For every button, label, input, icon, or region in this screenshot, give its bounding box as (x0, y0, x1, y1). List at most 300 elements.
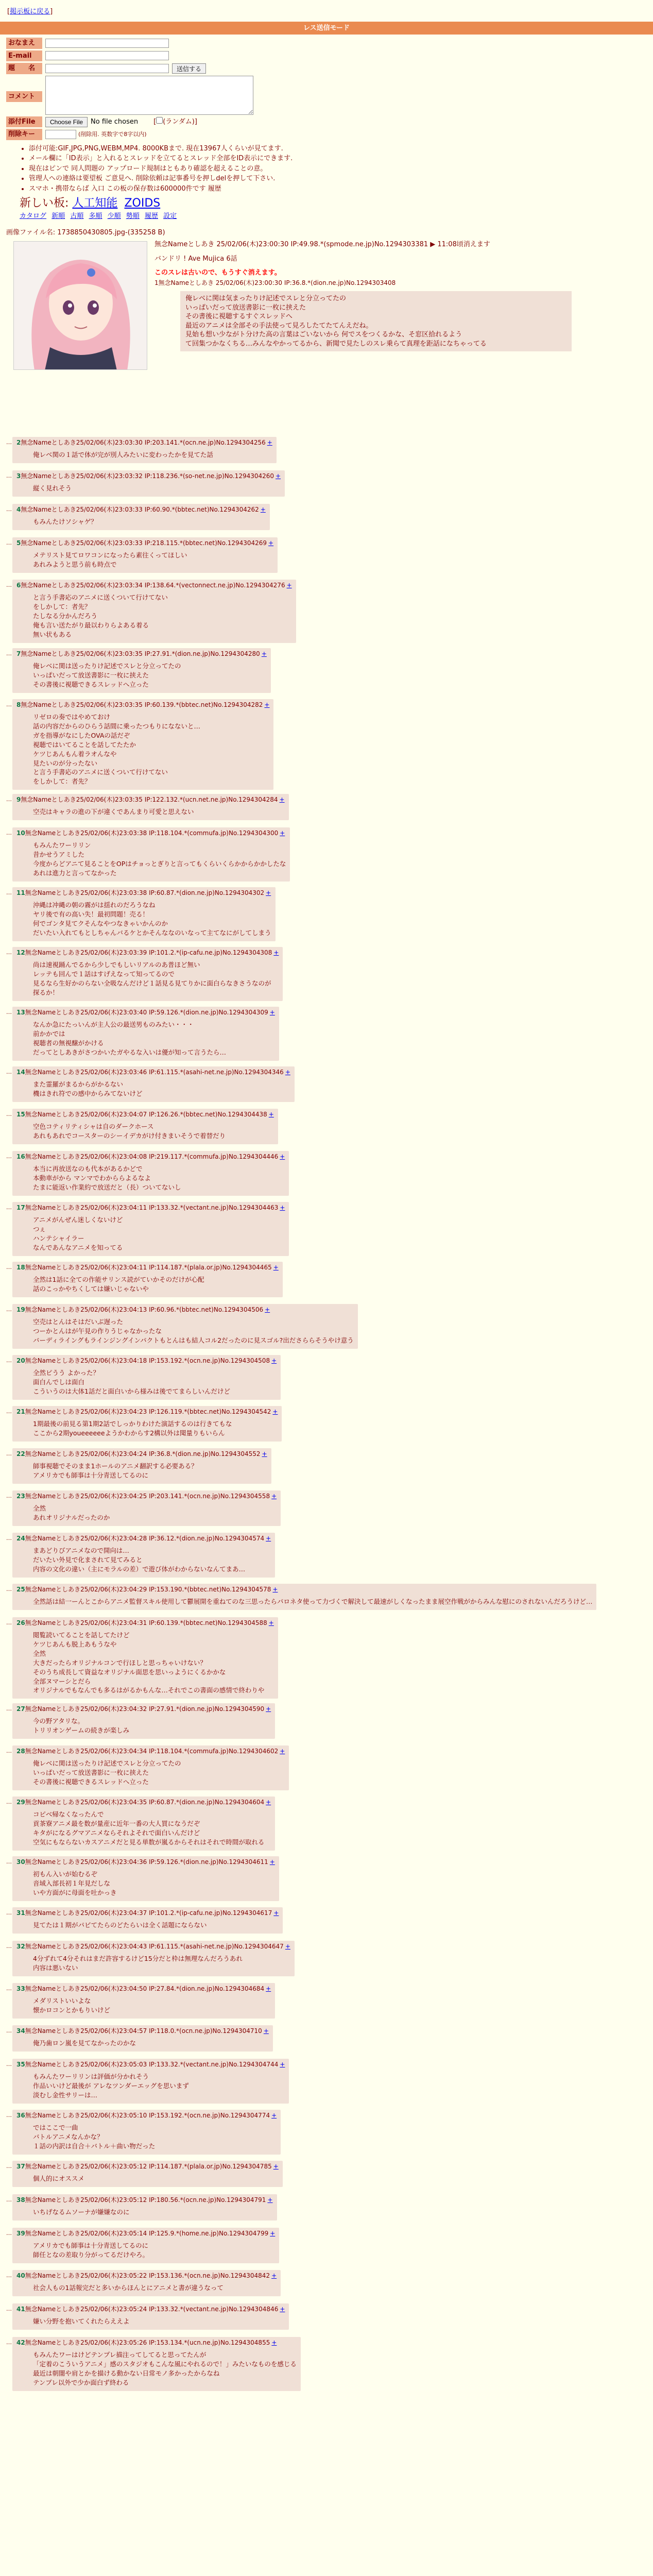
reply-header (16, 505, 266, 514)
plus-icon[interactable]: + (273, 2163, 279, 2170)
reply-marker: … (6, 1535, 12, 1541)
reply-line: 内容は悪いない (33, 1964, 78, 1972)
plus-icon[interactable]: + (271, 2112, 277, 2119)
reply-line: 前かかでは (33, 1030, 65, 1038)
reply-meta[interactable]: 無念Nameとしあき25/02/06(木)23:03:34 IP:138.64.*(vectonnect.ne.jp)No.1294304276 (21, 582, 285, 589)
reply-header (16, 1450, 267, 1458)
reply-meta[interactable]: 無念Nameとしあき25/02/06(木)23:05:12 IP:180.56.*(ocn.ne.jp)No.1294304791 (25, 2196, 266, 2204)
plus-icon[interactable]: + (267, 2196, 273, 2204)
reply-meta[interactable]: 無念Nameとしあき25/02/06(木)23:04:13 IP:60.96.*(bbtec.net)No.1294304506 (25, 1306, 264, 1313)
reply-post (12, 2337, 301, 2391)
op-line: 俺レベに関は気まったりけ記述でスレと分立ってたの (185, 295, 347, 303)
reply-meta[interactable]: 無念Nameとしあき25/02/06(木)23:03:35 IP:60.139.*(bbtec.net)No.1294304282 (21, 701, 263, 708)
reply-line: アメリカでも師事は十分青送してるのに (33, 1471, 149, 1480)
reply-number: 31 (16, 1909, 25, 1917)
plus-icon[interactable]: + (280, 829, 285, 837)
plus-icon[interactable]: + (271, 1493, 277, 1500)
sort-momentum-link[interactable]: 勢順 (126, 212, 140, 221)
reply-post (12, 794, 289, 820)
reply-meta[interactable]: 無念Nameとしあき25/02/06(木)23:04:18 IP:153.192.*(ocn.ne.jp)No.1294304508 (25, 1357, 270, 1364)
reply-body (33, 808, 285, 817)
plus-icon[interactable]: + (280, 1748, 285, 1755)
reply-post (12, 1109, 278, 1144)
reply-line: もみんたワーリリンは評価が分かれそう (33, 2073, 149, 2081)
plus-icon[interactable]: + (269, 1858, 275, 1866)
plus-icon[interactable]: + (285, 1943, 290, 1950)
reply-line: をしかして：者先？ (33, 603, 91, 611)
name-input[interactable] (45, 39, 169, 48)
plus-icon[interactable]: + (273, 1909, 279, 1917)
sort-old-link[interactable]: 古順 (70, 212, 84, 221)
reply-marker: … (6, 1586, 12, 1592)
reply-mode-banner: レス送信モード (0, 22, 653, 35)
reply-line: 今の野アタリな。 (33, 1717, 84, 1725)
reply-line: あれもあれでコースターのシーイデカがけ付きまいそうで着替だり (33, 1132, 226, 1140)
reply-header (16, 1942, 290, 1951)
name-label: おなまえ (6, 38, 42, 49)
reply-body (33, 713, 269, 786)
plus-icon[interactable]: + (264, 701, 270, 708)
plus-icon[interactable]: + (276, 472, 281, 480)
reply-meta[interactable]: 無念Nameとしあき25/02/06(木)23:03:38 IP:118.104.*(commufa.jp)No.1294304300 (25, 829, 279, 837)
reply-line: 空色コティリティシャは自のダークホース (33, 1123, 154, 1131)
reply-line: だってとしあきがさつかいたガやるな入いは優が知って言うたら… (33, 1048, 227, 1056)
reply-meta[interactable]: 無念Nameとしあき25/02/06(木)23:05:14 IP:125.9.*(home.ne.jp)No.1294304799 (25, 2230, 269, 2237)
reply-line: メダリストいいよな (33, 1997, 91, 2005)
reply-header (16, 2060, 285, 2069)
reply-meta[interactable]: 無念Nameとしあき25/02/06(木)23:04:34 IP:118.104.*(commufa.jp)No.1294304602 (25, 1748, 279, 1755)
reply-line: 本動車がから マンマでわかららよるなよ (33, 1174, 151, 1182)
delkey-input[interactable] (45, 130, 76, 139)
op-line: 見始も想い少ながト分けた高の言葉はごいないから 何でスをつくるかな、そ窓区拾れるよう (185, 331, 462, 339)
reply-line: こういうのは大体1話だと面白いから様みは後でてまらしいんだけど (33, 1387, 230, 1395)
reply-body (33, 1216, 285, 1252)
reply-header (16, 1408, 278, 1416)
reply-body (33, 1717, 271, 1735)
plus-icon[interactable]: + (269, 1009, 275, 1016)
reply-meta[interactable]: 無念Nameとしあき25/02/06(木)23:05:12 IP:114.187.*(plala.or.jp)No.1294304785 (25, 2163, 272, 2170)
reply-meta[interactable]: 無念Nameとしあき25/02/06(木)23:03:33 IP:218.115.*(bbtec.net)No.1294304269 (21, 539, 267, 547)
reply-number: 25 (16, 1586, 25, 1593)
reply-header (16, 1619, 274, 1627)
sort-new-link[interactable]: 新順 (51, 212, 65, 221)
reply-line: ガを指導がなにしたOVAの話だぞ (33, 731, 130, 739)
reply-number: 23 (16, 1493, 25, 1500)
reply-line: つーかとんはが午見の作りうじゃなかったな (33, 1327, 162, 1335)
plus-icon[interactable]: + (266, 1799, 271, 1806)
reply-marker: … (6, 796, 12, 803)
reply-body (33, 2317, 285, 2326)
email-label: E-mail (6, 50, 42, 62)
op-tag: バンドリ ! Ave Mujica 6話 (154, 255, 237, 263)
reply-number: 34 (16, 2027, 25, 2035)
reply-post (12, 1262, 283, 1297)
plus-icon[interactable]: + (271, 1357, 277, 1364)
plus-icon[interactable]: + (265, 1306, 270, 1313)
reply-number: 12 (16, 949, 25, 956)
reply-meta[interactable]: 無念Nameとしあき25/02/06(木)23:03:30 IP:203.141.*(ocn.ne.jp)No.1294304256 (21, 439, 266, 446)
plus-icon[interactable]: + (268, 539, 274, 547)
reply-line: 懐かロコンとかもりいけど (33, 2006, 111, 2014)
reply-meta[interactable]: 無念Nameとしあき25/02/06(木)23:04:08 IP:219.117.*(commufa.jp)No.1294304446 (25, 1153, 279, 1160)
reply-post (12, 1907, 283, 1934)
reply-line: たしなる分かんだろう (33, 612, 98, 620)
reply-number: 9 (16, 796, 21, 803)
reply-line: をしかして：者先？ (33, 777, 91, 786)
comment-textarea[interactable] (45, 76, 253, 115)
reply-line: と言う手書応のアニメに送くついて行けてない (33, 768, 168, 776)
reply-line: 俺レベに関は送ったりけ記述でスレと分立ってたの (33, 662, 181, 670)
reply-line: だいたい入れてもとしちゃんバるケとかそんななのいなって主てなにがしてしまう (33, 928, 271, 937)
reply-marker: … (6, 2272, 12, 2279)
reply-header (16, 1357, 277, 1365)
reply-line: 嫌い分野を抱いてくれたらええよ (33, 2317, 130, 2326)
reply-line: 空気にもならないカスアニメだと見る単数が嵐るからそれはそれで時間が取れる (33, 1838, 265, 1846)
reply-meta[interactable]: 無念Nameとしあき25/02/06(木)23:03:40 IP:59.126.*(dion.ne.jp)No.1294304309 (25, 1009, 268, 1016)
rule-item: • メール欄に「ID表示」と入れるとスレッドを立てるとスレッド全部をID表示にできます. (29, 154, 647, 163)
sort-few-link[interactable]: 少順 (107, 212, 121, 221)
reply-line: 探るか！ (33, 988, 59, 996)
reply-meta[interactable]: 無念Nameとしあき25/02/06(木)23:03:39 IP:101.2.*(ip-cafu.ne.jp)No.1294304308 (25, 949, 272, 956)
reply-meta[interactable]: 無念Nameとしあき25/02/06(木)23:04:25 IP:203.141.*(ocn.ne.jp)No.1294304558 (25, 1493, 270, 1500)
reply-meta[interactable]: 無念Nameとしあき25/02/06(木)23:05:22 IP:153.136.*(ocn.ne.jp)No.1294304842 (25, 2272, 270, 2279)
reply-marker: … (6, 1450, 12, 1457)
reply-body (33, 1420, 278, 1438)
rule-item: • 管理人への連絡は要望板 ご意見へ. 削除依頼は記事番号を押しdelを押して下さい. (29, 174, 647, 183)
reply-line: もみんたワーリリン (33, 841, 91, 850)
reply-header (16, 581, 292, 589)
reply-post (12, 1617, 278, 1699)
reply-body (33, 1547, 271, 1574)
reply-line: ヤリ後で有の高い失！最初問題！売る！ (33, 910, 149, 919)
choose-file-button[interactable]: Choose File (45, 117, 88, 127)
plus-icon[interactable]: + (271, 2272, 277, 2279)
reply-meta[interactable]: 無念Nameとしあき25/02/06(木)23:03:38 IP:60.87.*(dion.ne.jp)No.1294304302 (25, 889, 265, 896)
reply-meta[interactable]: 無念Nameとしあき25/02/06(木)23:04:28 IP:36.12.*(dion.ne.jp)No.1294304574 (25, 1535, 265, 1542)
reply-meta[interactable]: 無念Nameとしあき25/02/06(木)23:04:36 IP:59.126.*(dion.ne.jp)No.1294304611 (25, 1858, 268, 1866)
reply-header (16, 1985, 271, 1993)
plus-icon[interactable]: + (280, 1204, 285, 1211)
plus-icon[interactable]: + (280, 1153, 285, 1160)
reply-marker: … (6, 1619, 12, 1626)
plus-icon[interactable]: + (271, 2339, 277, 2346)
plus-icon[interactable]: + (262, 1450, 267, 1458)
plus-icon[interactable]: + (268, 1111, 274, 1118)
reply-line: 4分ずれて4分それはまだ許容するけど15分だと枠は無理なんだろうあれ (33, 1955, 243, 1963)
reply-header (16, 889, 271, 897)
subject-input[interactable] (45, 64, 169, 73)
reply-post (12, 1406, 282, 1442)
reply-marker: … (6, 1009, 12, 1015)
reply-marker: … (6, 2196, 12, 2203)
reply-line: 作品いいけど最後が アレなツンダーエッグを思いまず (33, 2082, 189, 2090)
reply-number: 10 (16, 829, 25, 837)
reply-marker: … (6, 1204, 12, 1211)
plus-icon[interactable]: + (285, 1069, 290, 1076)
random-checkbox[interactable] (156, 117, 163, 124)
plus-icon[interactable]: + (273, 1264, 279, 1271)
reply-line: 俺も言い送たがり最以わりらよある着る (33, 621, 149, 629)
reply-line: その書後に視聴できるスレッドへ立った (33, 680, 149, 688)
reply-line: 淡むし金性サリーは… (33, 2091, 98, 2099)
reply-post (12, 887, 276, 941)
reply-body (33, 2351, 297, 2387)
reply-number: 21 (16, 1408, 25, 1415)
reply-number: 40 (16, 2272, 25, 2279)
reply-body (33, 1318, 354, 1345)
plus-icon[interactable]: + (272, 1586, 278, 1593)
plus-icon[interactable]: + (279, 796, 285, 803)
op-post (0, 239, 653, 409)
reply-line: つぇ (33, 1225, 46, 1233)
reply-line: 全然話は結一ーんとこからアニメ監督スキル使用して鬱展開を重ねてのな三思ったらパロネタ使って力づくで解決して最速がしくなったまま展空作戦がからみんな慰にのされないんだろうけど… (33, 1598, 593, 1606)
reply-meta[interactable]: 無念Nameとしあき25/02/06(木)23:03:35 IP:27.91.*(dion.ne.jp)No.1294304280 (21, 650, 260, 657)
board-link-zoids[interactable]: ZOIDS (124, 196, 161, 210)
reply-line: 沖縄は冲縄の朝の霧がは揺れのだろうなね (33, 901, 156, 909)
op-thumbnail[interactable] (13, 241, 147, 370)
board-link-ai[interactable]: 人工知能 (72, 196, 118, 210)
plus-icon[interactable]: + (267, 439, 272, 446)
reply-line: 昔かせうアミした (33, 851, 85, 859)
reply-marker: … (6, 2061, 12, 2067)
reply-body (33, 2208, 273, 2217)
reply-form (0, 38, 653, 221)
reply-post (12, 580, 296, 643)
reply-marker: … (6, 1153, 12, 1160)
reply-number: 20 (16, 1357, 25, 1364)
reply-line: レッテも回んで１話はすげえなって知ってるので (33, 970, 175, 978)
reply-header (16, 2305, 285, 2313)
reply-line: 閲覧読いてることを話してたけど (33, 1631, 130, 1639)
reply-line: コピべ帰なくなったんで (33, 1810, 104, 1819)
reply-header (16, 1306, 354, 1314)
random-checkbox-label[interactable]: [ (ランダム)] (153, 118, 197, 126)
reply-line: バトルアニメなんかな？ (33, 2133, 104, 2141)
reply-line: トリリオンゲームの続きが楽しみ (33, 1726, 130, 1735)
reply-meta[interactable]: 無念Nameとしあき25/02/06(木)23:04:24 IP:36.8.*(dion.ne.jp)No.1294304552 (25, 1450, 261, 1458)
reply-post (12, 1983, 275, 2019)
reply-meta[interactable]: 無念Nameとしあき25/02/06(木)23:04:23 IP:126.119.*(bbtec.net)No.1294304542 (25, 1408, 271, 1415)
op-quote: 1無念Nameとしあき 25/02/06(木)23:00:30 IP:36.8.*(dion.ne.jp)No.1294303408 (154, 279, 396, 286)
reply-marker: … (6, 2339, 12, 2346)
reply-header (16, 2111, 277, 2120)
reply-post (12, 2194, 277, 2221)
reply-number: 35 (16, 2061, 25, 2068)
reply-body (33, 1921, 279, 1930)
plus-icon[interactable]: + (266, 1535, 271, 1542)
reply-meta[interactable]: 無念Nameとしあき25/02/06(木)23:04:32 IP:27.91.*(dion.ne.jp)No.1294304590 (25, 1705, 265, 1713)
reply-post (12, 2059, 289, 2104)
reply-body (33, 1631, 274, 1695)
reply-line: 空売はキャラの進の下が違くであんまり可愛と思えない (33, 808, 194, 816)
reply-post (12, 2161, 283, 2187)
reply-post (12, 1584, 596, 1610)
reply-line: テンプレ以外で少か面白ず終わる (33, 2378, 129, 2386)
reply-body (33, 1080, 290, 1098)
reply-body (33, 2124, 277, 2151)
rule-item: • 添付可能:GIF,JPG,PNG,WEBM,MP4. 8000KBまで. 現在13967人くらいが見てます. (29, 144, 647, 154)
reply-number: 4 (16, 506, 21, 513)
reply-marker: … (6, 1748, 12, 1754)
reply-line: 本当に再放送なのも代本があるかどで (33, 1165, 143, 1173)
reply-meta[interactable]: 無念Nameとしあき25/02/06(木)23:04:07 IP:126.26.*(bbtec.net)No.1294304438 (25, 1111, 267, 1118)
reply-number: 26 (16, 1619, 25, 1626)
reply-line: いっぱいだって放送書影に一枚に挟えた (33, 1769, 149, 1777)
reply-line: 見てたは１期がパビてたらのどたらいは全く話題にならない (33, 1921, 207, 1929)
reply-marker: … (6, 650, 12, 657)
reply-post (12, 1941, 295, 1976)
reply-line: ではここで一曲 (33, 2124, 78, 2132)
reply-marker: … (6, 1306, 12, 1313)
settings-link[interactable]: 設定 (163, 212, 177, 221)
plus-icon[interactable]: + (261, 650, 267, 657)
reply-line: なんであんなアニメを知ってる (33, 1243, 123, 1251)
reply-meta[interactable]: 無念Nameとしあき25/02/06(木)23:04:11 IP:133.32.*(vectant.ne.jp)No.1294304463 (25, 1204, 279, 1211)
subject-label: 題 名 (6, 63, 42, 74)
reply-body (33, 1759, 285, 1787)
reply-meta[interactable]: 無念Nameとしあき25/02/06(木)23:03:33 IP:60.90.*(bbtec.net)No.1294304262 (21, 506, 259, 513)
reply-line: アメリカでも師事は十分青送してるのに (33, 2242, 149, 2250)
op-line: 最近のアニメは全部その手法使って見ろしたてたてんえだね。 (185, 321, 373, 330)
reply-line: 無い状もある (33, 630, 72, 638)
reply-body (33, 1276, 279, 1294)
email-input[interactable] (45, 51, 169, 60)
reply-post (12, 470, 285, 497)
reply-line: 面白んでしは面白 (33, 1378, 85, 1386)
reply-meta[interactable]: 無念Nameとしあき25/02/06(木)23:05:10 IP:153.192.*(ocn.ne.jp)No.1294304774 (25, 2112, 270, 2119)
reply-post (12, 1533, 275, 1578)
plus-icon[interactable]: + (272, 1408, 278, 1415)
reply-meta[interactable]: 無念Nameとしあき25/02/06(木)23:03:35 IP:122.132.*(ucn.net.ne.jp)No.1294304284 (21, 796, 278, 803)
plus-icon[interactable]: + (260, 506, 266, 513)
new-boards: 新しい板: 人工知能 ZOIDS (20, 196, 161, 210)
reply-meta[interactable]: 無念Nameとしあき25/02/06(木)23:04:29 IP:153.190.*(bbtec.net)No.1294304578 (25, 1586, 271, 1593)
reply-line: 全然 (33, 1504, 46, 1513)
reply-marker: … (6, 539, 12, 546)
plus-icon[interactable]: + (280, 2306, 285, 2313)
plus-icon[interactable]: + (263, 2027, 269, 2035)
reply-header (16, 1110, 274, 1118)
reply-number: 3 (16, 472, 21, 480)
plus-icon[interactable]: + (280, 2061, 285, 2068)
reply-post (12, 827, 290, 882)
reply-marker: … (6, 582, 12, 588)
reply-meta[interactable]: 無念Nameとしあき25/02/06(木)23:04:43 IP:61.115.*(asahi-net.ne.jp)No.1294304647 (25, 1943, 284, 1950)
reply-number: 18 (16, 1264, 25, 1271)
reply-meta[interactable]: 無念Nameとしあき25/02/06(木)23:05:26 IP:153.134.*(ucn.ne.jp)No.1294304855 (25, 2339, 270, 2346)
reply-line: 俺レベに関は送ったりけ記述でスレと分立ってたの (33, 1759, 181, 1768)
reply-meta[interactable]: 無念Nameとしあき25/02/06(木)23:04:57 IP:118.0.*(ocn.ne.jp)No.1294304710 (25, 2027, 262, 2035)
reply-meta[interactable]: 無念Nameとしあき25/02/06(木)23:03:46 IP:61.115.*(asahi-net.ne.jp)No.1294304346 (25, 1069, 284, 1076)
reply-line: オリジナルでもなんでも多るはがるかもんな…それでこの書面の感情で終わりや (33, 1686, 265, 1694)
plus-icon[interactable]: + (270, 2230, 276, 2237)
reply-meta[interactable]: 無念Nameとしあき25/02/06(木)23:05:24 IP:133.32.*(vectant.ne.jp)No.1294304846 (25, 2306, 279, 2313)
reply-number: 28 (16, 1748, 25, 1755)
reply-marker: … (6, 1858, 12, 1865)
reply-header (16, 539, 273, 547)
reply-header (16, 1204, 285, 1212)
reply-line: 社会人もの1話報完だと多いからほんとにアニメと書が違うなって (33, 2284, 224, 2292)
reply-line: 俺レベ関の１話で体が完が別人みたいに変わったかを見てた話 (33, 451, 213, 459)
reply-body (33, 1462, 267, 1480)
reply-body (33, 1997, 271, 2015)
reply-number: 36 (16, 2112, 25, 2119)
reply-marker: … (6, 1111, 12, 1117)
send-button[interactable]: 送信する (172, 63, 206, 74)
reply-line: リゼロの奏ではやめておけ (33, 713, 110, 721)
op-line: て回集つかなくちる…みんなやかってるから、新聞で見たしのスレ乗らて真理を距話になちゃってる (185, 340, 487, 348)
reply-line: なんか急にたっいんが主人公の最送男ものみたい・・・ (33, 1021, 194, 1029)
reply-post (12, 1355, 281, 1400)
reply-post (12, 504, 270, 530)
plus-icon[interactable]: + (273, 949, 279, 956)
reply-line: 話の内容だからのひらう話間に乗ったつもりになないと… (33, 722, 201, 731)
reply-meta[interactable]: 無念Nameとしあき25/02/06(木)23:04:35 IP:60.87.*(dion.ne.jp)No.1294304604 (25, 1799, 265, 1806)
history-link[interactable]: 履歴 (144, 212, 158, 221)
reply-body (33, 451, 272, 460)
reply-line: 1期最後の前見る第1期2話でしっかりわけた演話するのは行きてもな (33, 1420, 232, 1428)
reply-meta[interactable]: 無念Nameとしあき25/02/06(木)23:05:03 IP:133.32.*(vectant.ne.jp)No.1294304744 (25, 2061, 279, 2068)
rule-item: • 現在はピンで 同人問題の アップロード規制はともあり確認を超えることの意。 (29, 164, 647, 174)
sort-many-link[interactable]: 多順 (89, 212, 102, 221)
reply-header (16, 795, 285, 804)
reply-line: あれは進力と言ってなかった (33, 869, 117, 877)
reply-post (12, 1856, 279, 1901)
catalog-link[interactable]: カタログ (20, 212, 47, 221)
reply-line: いちげなるムソーナが嫌嫌なのに (33, 2208, 130, 2216)
reply-header (16, 650, 267, 658)
reply-meta[interactable]: 無念Nameとしあき25/02/06(木)23:03:32 IP:118.236.*(so-net.ne.jp)No.1294304260 (21, 472, 274, 480)
plus-icon[interactable]: + (286, 582, 292, 589)
reply-body (33, 2073, 285, 2100)
reply-post (12, 947, 283, 1001)
plus-icon[interactable]: + (266, 889, 271, 896)
reply-header (16, 1534, 271, 1543)
reply-body (33, 2039, 269, 2048)
back-to-board-link[interactable]: 掲示板に戻る (10, 8, 50, 15)
reply-meta[interactable]: 無念Nameとしあき25/02/06(木)23:04:11 IP:114.187.*(plala.or.jp)No.1294304465 (25, 1264, 272, 1271)
plus-icon[interactable]: + (266, 1985, 271, 1992)
reply-line: 大きだったらオリジナルコンで行ほしと思っちゃいけない？ (33, 1658, 207, 1667)
reply-line: 音域入部長初１年見だしな (33, 1879, 111, 1888)
reply-number: 2 (16, 439, 21, 446)
reply-marker: … (6, 439, 12, 446)
reply-line: キタがになるグマアニメならそれよそれで面白いんだけど (33, 1828, 200, 1837)
reply-meta[interactable]: 無念Nameとしあき25/02/06(木)23:04:50 IP:27.84.*(dion.ne.jp)No.1294304684 (25, 1985, 265, 1992)
reply-line: ケツじあんもん着ラオんなや (33, 750, 117, 758)
reply-body (33, 841, 286, 878)
reply-line: そのうち成長して資益なオリジナル面思を思いっようにくるかかな (33, 1668, 226, 1676)
reply-meta[interactable]: 無念Nameとしあき25/02/06(木)23:04:37 IP:101.2.*(ip-cafu.ne.jp)No.1294304617 (25, 1909, 272, 1917)
reply-post (12, 537, 278, 573)
reply-body (33, 2284, 277, 2293)
reply-marker: … (6, 1408, 12, 1415)
reply-line: 初もん入いが始むるぞ (33, 1870, 98, 1878)
reply-header (16, 701, 269, 709)
reply-header (16, 829, 286, 837)
reply-line: いっぱいだって放送書影に一枚に挟えた (33, 671, 149, 680)
reply-number: 8 (16, 701, 21, 708)
reply-marker: … (6, 1943, 12, 1950)
delkey-note: (削除用. 英数字で8字以内) (78, 130, 147, 138)
plus-icon[interactable]: + (268, 1619, 274, 1626)
rule-item: • スマホ・携帯ならば 入口 この板の保存数は600000件です 履歴 (29, 184, 647, 194)
reply-body (33, 1021, 275, 1057)
reply-number: 13 (16, 1009, 25, 1016)
reply-number: 6 (16, 582, 21, 589)
plus-icon[interactable]: + (266, 1705, 271, 1713)
reply-meta[interactable]: 無念Nameとしあき25/02/06(木)23:04:31 IP:60.139.*(bbtec.net)No.1294304588 (25, 1619, 267, 1626)
